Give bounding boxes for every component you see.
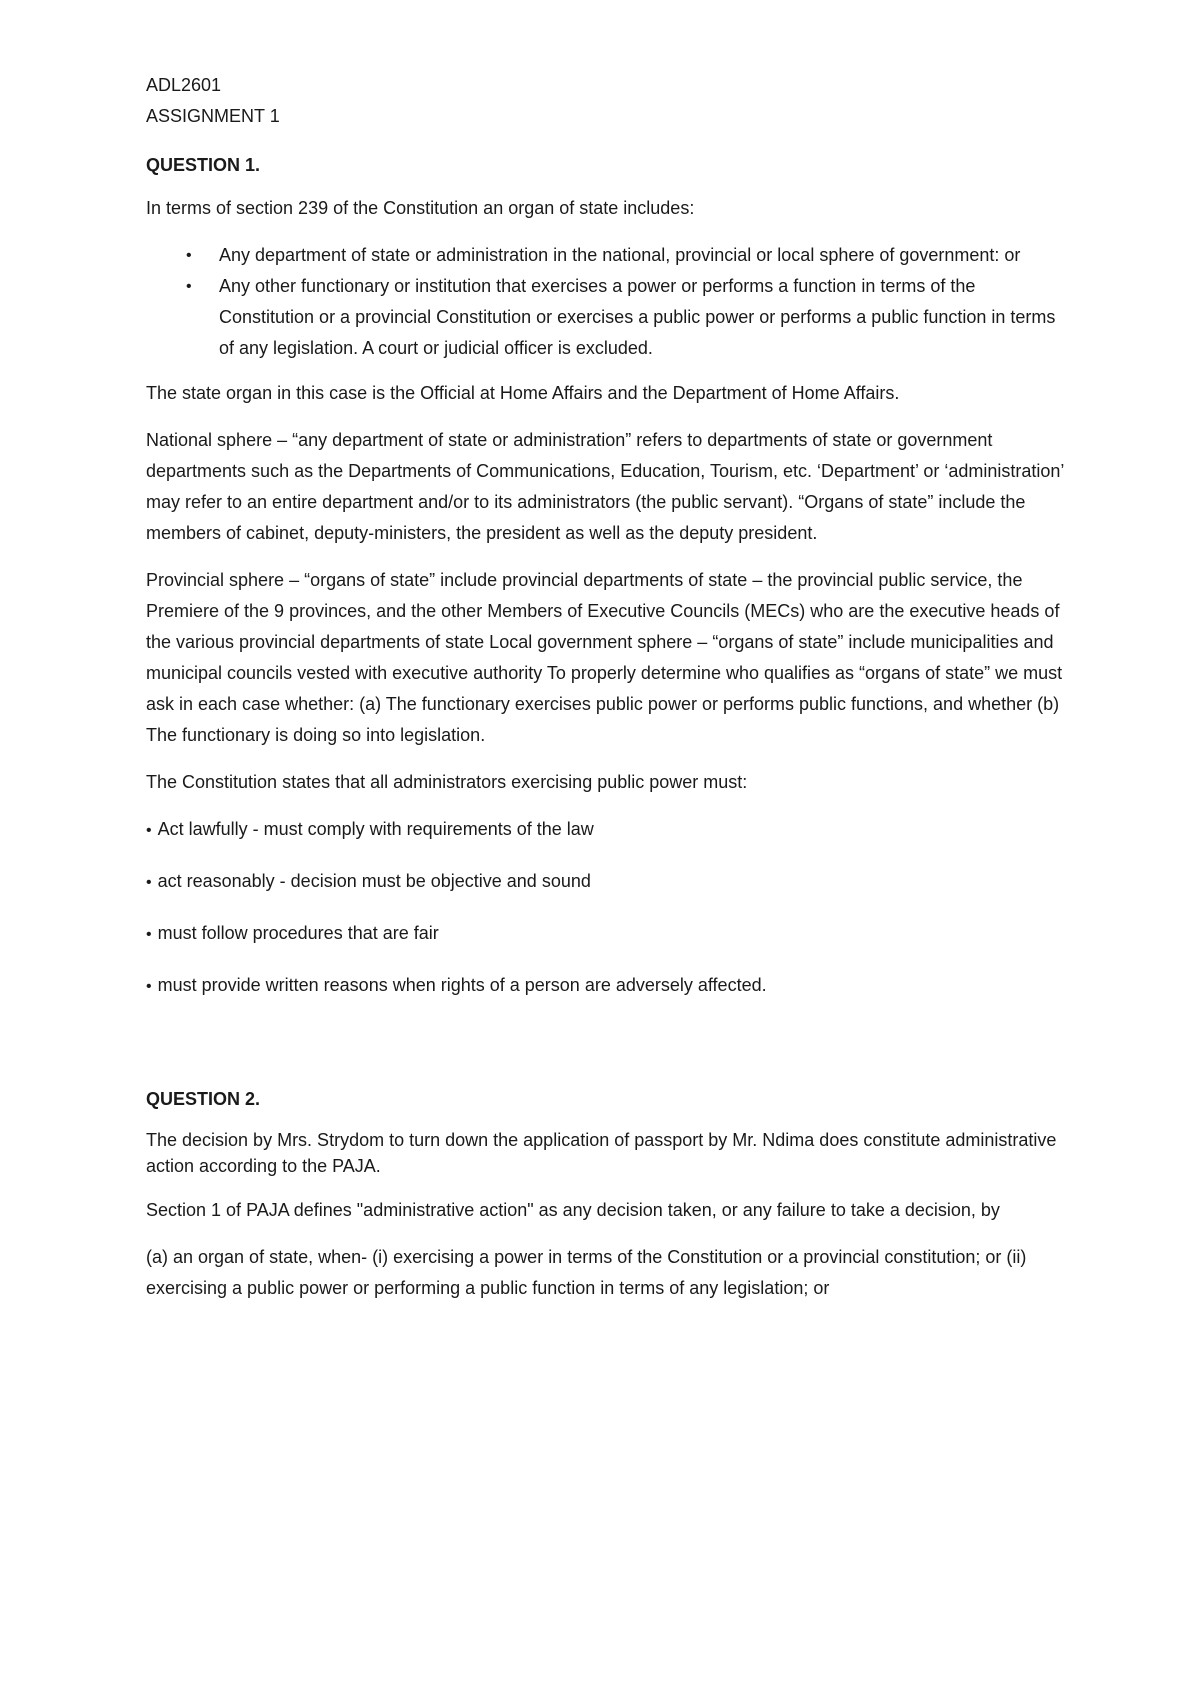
list-item-text: Any department of state or administration in the national, provincial or local sphere of government: or [219,245,1021,265]
bullet-icon: • [146,926,152,943]
requirement-text: Act lawfully - must comply with requirements of the law [157,819,594,839]
q2-paragraph-decision: The decision by Mrs. Strydom to turn down the application of passport by Mr. Ndima does constitute administrative action according to the PAJA. [146,1130,1057,1176]
list-item [146,240,1066,271]
q1-paragraph-state-organ: The state organ in this case is the Official at Home Affairs and the Department of Home Affairs. [146,383,900,403]
bullet-icon: • [186,247,192,264]
question-2-heading: QUESTION 2. [146,1089,261,1109]
q2-paragraph-section-1: Section 1 of PAJA defines "administrative action" as any decision taken, or any failure to take a decision, by [146,1200,1000,1220]
q2-paragraph-organ-of-state: (a) an organ of state, when- (i) exercising a power in terms of the Constitution or a provincial constitution; or (ii) exercising a public power or performing a public function in terms of any legislation; or [146,1247,1027,1298]
course-code: ADL2601 [146,75,222,95]
requirement-item [146,970,1066,1002]
requirement-item [146,866,1066,898]
bullet-icon: • [146,822,152,839]
q1-paragraph-constitution-states: The Constitution states that all administrators exercising public power must: [146,772,748,792]
requirement-item [146,918,1066,950]
requirement-text: must provide written reasons when rights of a person are adversely affected. [157,975,767,995]
q1-paragraph-provincial-sphere: Provincial sphere – “organs of state” include provincial departments of state – the provincial public service, the Premiere of the 9 provinces, and the other Members of Executive Councils (MECs) who are the executive heads of the various provincial departments of state Local government sphere – “organs of state” include municipalities and municipal councils vested with executive authority To properly determine who qualifies as “organs of state” we must ask in each case whether: (a) The functionary exercises public power or performs public functions, and whether (b) The functionary is doing so into legislation. [146,570,1063,745]
organ-of-state-list [146,240,1066,364]
requirement-text: act reasonably - decision must be objective and sound [157,871,591,891]
requirement-item [146,814,1066,846]
requirement-text: must follow procedures that are fair [157,923,439,943]
q1-intro: In terms of section 239 of the Constitution an organ of state includes: [146,198,695,218]
section-spacer [146,1022,1066,1072]
bullet-icon: • [186,278,192,295]
question-1-heading: QUESTION 1. [146,155,261,175]
assignment-title: ASSIGNMENT 1 [146,106,280,126]
list-item [146,271,1066,364]
bullet-icon: • [146,874,152,891]
q1-paragraph-national-sphere: National sphere – “any department of state or administration” refers to departments of state or government departments such as the Departments of Communications, Education, Tourism, etc. ‘Department’ or ‘administration’ may refer to an entire department and/or to its administrators (the public servant). “Organs of state” include the members of cabinet, deputy-ministers, the president as well as the deputy president. [146,430,1064,543]
list-item-text: Any other functionary or institution that exercises a power or performs a function in terms of the Constitution or a provincial Constitution or exercises a public power or performs a public function in terms of any legislation. A court or judicial officer is excluded. [219,276,1056,358]
bullet-icon: • [146,978,152,995]
document-page [146,70,1066,1320]
